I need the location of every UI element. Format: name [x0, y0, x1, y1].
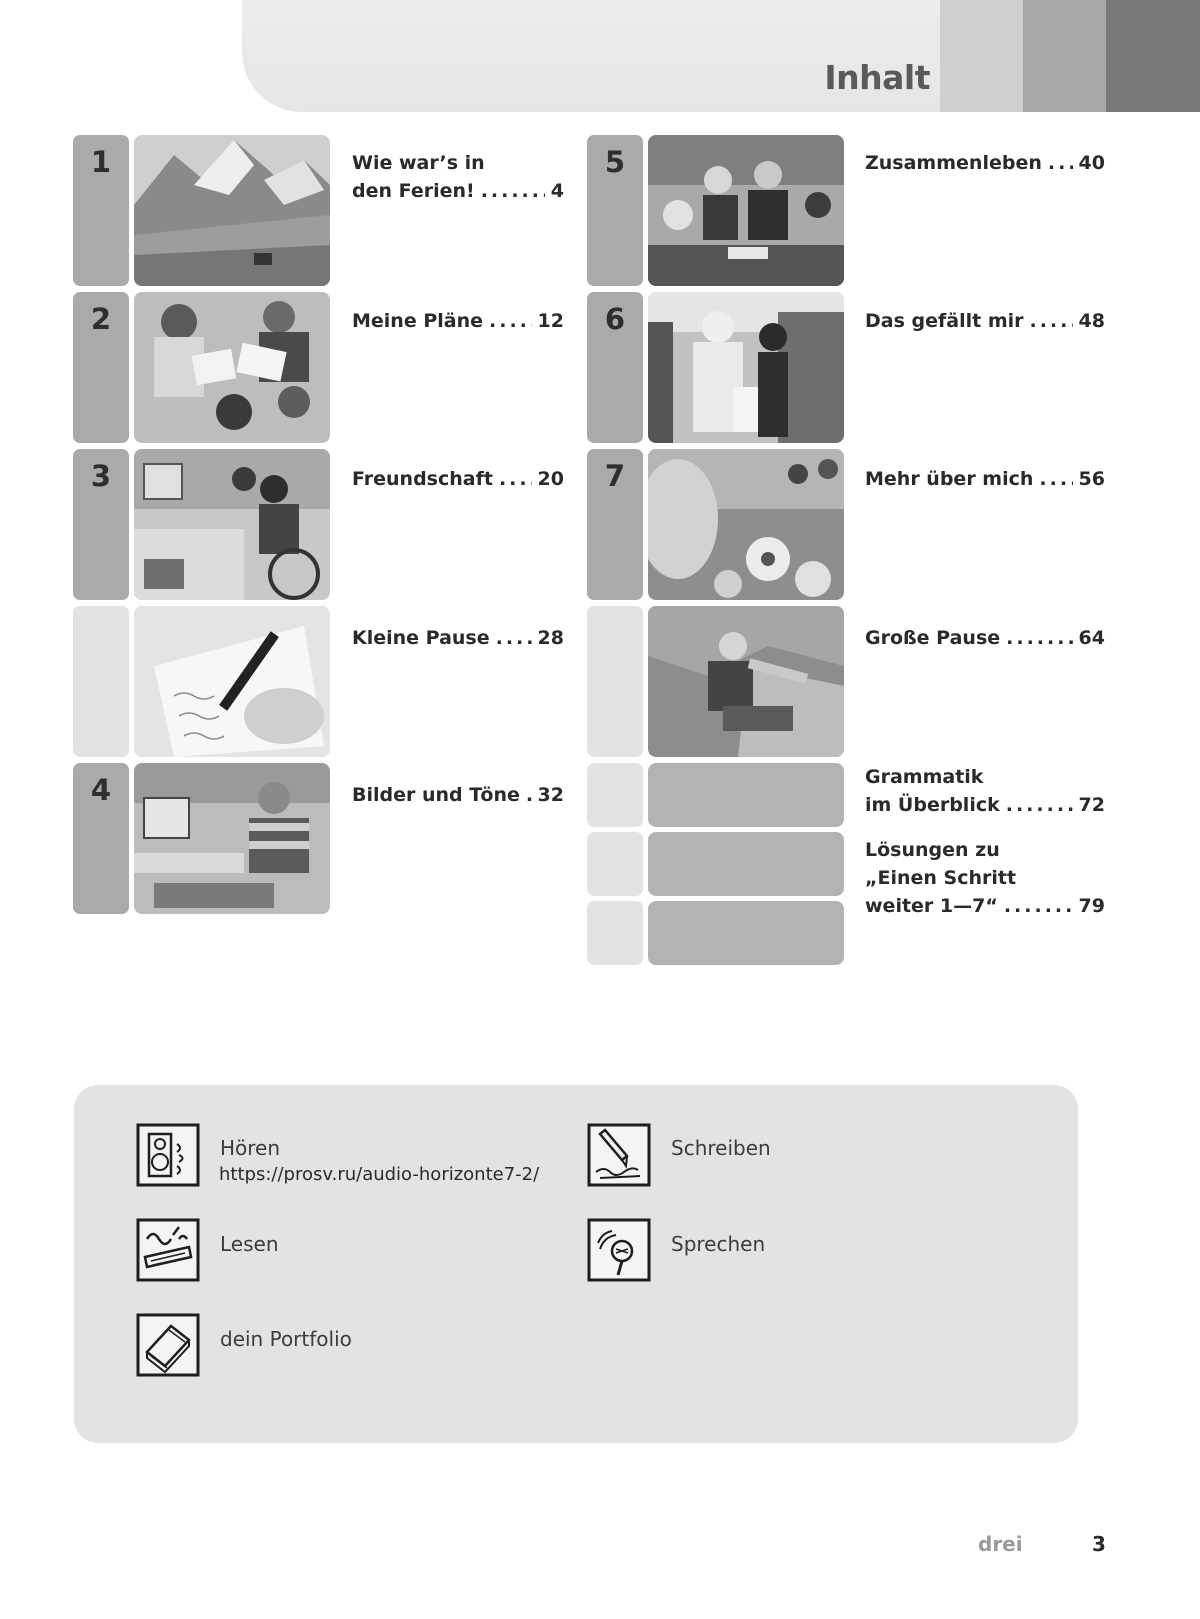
toc-entry-text: Das gefällt mir	[865, 310, 1024, 332]
toc-entry-text: Freundschaft	[352, 468, 493, 490]
reading-icon	[135, 1217, 201, 1283]
toc-entry-text: Meine Pläne	[352, 310, 484, 332]
header-block-light	[940, 0, 1023, 112]
page-number: 3	[1092, 1532, 1106, 1556]
group-at-table-photo	[648, 135, 844, 286]
toc-entry-mehr-ueber-mich[interactable]	[865, 465, 1105, 493]
pen-writing-icon	[586, 1122, 652, 1188]
toc-page-number: 79	[1078, 895, 1105, 917]
chapter-tab-4: 4	[73, 763, 129, 914]
legend-label-schreiben: Schreiben	[671, 1136, 771, 1160]
portfolio-book-icon	[135, 1312, 201, 1378]
chapter-tab-1: 1	[73, 135, 129, 286]
toc-page-number: 56	[1078, 468, 1105, 490]
leader-dots	[499, 465, 532, 493]
rock-climber-photo	[648, 606, 844, 757]
toc-entry-text: Große Pause	[865, 627, 1001, 649]
toc-entry-bilder-und-toene[interactable]	[352, 781, 564, 809]
toc-page-number: 20	[537, 468, 564, 490]
chapter-tab-7: 7	[587, 449, 643, 600]
appendix-block-3	[648, 901, 844, 965]
leader-dots	[1048, 149, 1073, 177]
legend-label-sprechen: Sprechen	[671, 1232, 766, 1256]
toc-entry-text: Lösungen zu	[865, 839, 1000, 861]
header-block-mid	[1023, 0, 1106, 112]
leader-dots	[496, 624, 532, 652]
toc-entry-kleine-pause[interactable]	[352, 624, 564, 652]
leader-dots	[1006, 624, 1072, 652]
legend-label-hoeren: Hören	[220, 1136, 281, 1160]
teens-with-photos-photo	[134, 292, 330, 443]
toc-page-number: 12	[537, 310, 564, 332]
toc-entry-text: im Überblick	[865, 794, 1000, 816]
toc-page-number: 72	[1078, 794, 1105, 816]
leader-dots	[489, 307, 532, 335]
toc-entry-grosse-pause[interactable]	[865, 624, 1105, 652]
chapter-tab-3: 3	[73, 449, 129, 600]
mountain-meadow-photo	[134, 135, 330, 286]
toc-page-number: 28	[537, 627, 564, 649]
toc-entry-text: „Einen Schritt	[865, 867, 1017, 889]
appendix-tab-1	[587, 763, 643, 827]
toc-page-number: 40	[1078, 152, 1105, 174]
boy-at-computer-photo	[134, 763, 330, 914]
audio-url-link[interactable]: https://prosv.ru/audio-horizonte7-2/	[219, 1164, 540, 1185]
clothing-shop-photo	[648, 292, 844, 443]
toc-entry-loesungen[interactable]	[865, 836, 1105, 920]
chapter-tab-6: 6	[587, 292, 643, 443]
toc-entry-zusammenleben[interactable]	[865, 149, 1105, 177]
leader-dots	[1030, 307, 1073, 335]
speaker-icon	[135, 1122, 201, 1188]
leader-dots	[481, 177, 545, 205]
toc-entry-freundschaft[interactable]	[352, 465, 564, 493]
chapter-tab-2: 2	[73, 292, 129, 443]
page-title: Inhalt	[824, 58, 930, 97]
toc-entry-das-gefaellt-mir[interactable]	[865, 307, 1105, 335]
legend-label-lesen: Lesen	[220, 1232, 279, 1256]
leader-dots	[1039, 465, 1072, 493]
toc-entry-grammatik-im-ueberblick[interactable]	[865, 763, 1105, 819]
microphone-icon	[586, 1217, 652, 1283]
toc-page-number: 4	[550, 180, 564, 202]
toc-page-number: 64	[1078, 627, 1105, 649]
appendix-tab-2	[587, 832, 643, 896]
toc-entry-text: weiter 1—7“	[865, 895, 998, 917]
page-number-word: drei	[978, 1532, 1023, 1556]
toc-page-number: 32	[537, 784, 564, 806]
flowers-crowd-photo	[648, 449, 844, 600]
leader-dots	[526, 781, 532, 809]
leader-dots	[1004, 892, 1073, 920]
hand-writing-letter-photo	[134, 606, 330, 757]
chapter-tab-5: 5	[587, 135, 643, 286]
computer-desk-wheelchair-photo	[134, 449, 330, 600]
appendix-block-2	[648, 832, 844, 896]
header-block-dark	[1106, 0, 1200, 112]
toc-entry-text: den Ferien!	[352, 180, 475, 202]
toc-entry-text: Zusammenleben	[865, 152, 1042, 174]
toc-entry-text: Kleine Pause	[352, 627, 490, 649]
leader-dots	[1006, 791, 1073, 819]
appendix-tab-3	[587, 901, 643, 965]
toc-entry-meine-plaene[interactable]	[352, 307, 564, 335]
toc-entry-text: Grammatik	[865, 766, 984, 788]
toc-entry-wie-wars-in-den-ferien[interactable]	[352, 149, 564, 205]
toc-entry-text: Bilder und Töne	[352, 784, 520, 806]
toc-entry-text: Mehr über mich	[865, 468, 1034, 490]
chapter-tab-grosse-pause	[587, 606, 643, 757]
chapter-tab-pause	[73, 606, 129, 757]
legend-label-portfolio: dein Portfolio	[220, 1327, 352, 1351]
appendix-block-1	[648, 763, 844, 827]
toc-entry-text: Wie war’s in	[352, 152, 485, 174]
toc-page-number: 48	[1078, 310, 1105, 332]
